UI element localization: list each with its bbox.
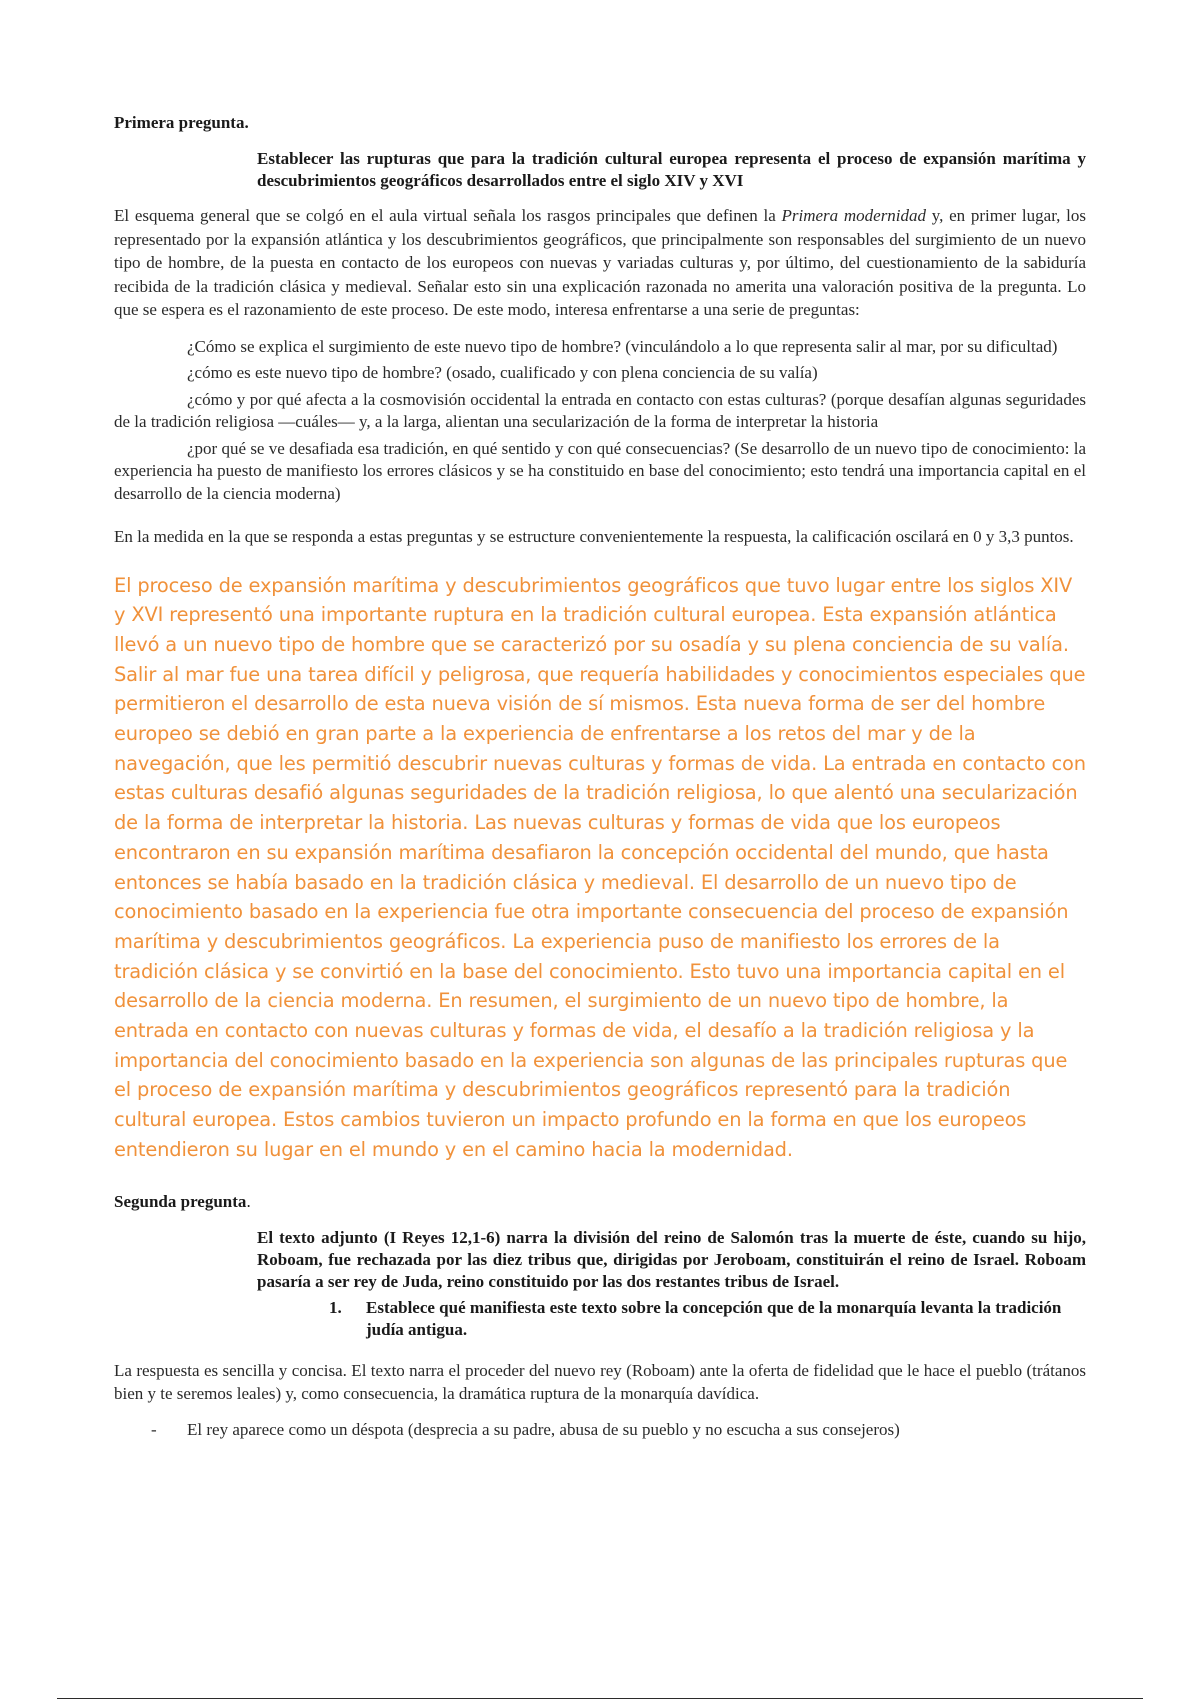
section2-heading bbox=[114, 1191, 1086, 1213]
section1-question: Establecer las rupturas que para la tradición cultural europea representa el proceso de expansión marítima y descubrimientos geográficos desarrollados entre el siglo XIV y XVI bbox=[257, 149, 1086, 190]
numbered-item-number: 1. bbox=[329, 1297, 342, 1317]
section2-question: El texto adjunto (I Reyes 12,1-6) narra la división del reino de Salomón tras la muerte de éste, cuando su hijo, Roboam, fue rechazada por las diez tribus que, dirigidas por Jeroboam, constituirán el reino de Israel. Roboam pasaría a ser rey de Juda, reino constituido por las dos restantes tribus de Israel. bbox=[257, 1227, 1086, 1291]
section2-response: La respuesta es sencilla y concisa. El texto narra el proceder del nuevo rey (Roboam) ante la oferta de fidelidad que le hace el pueblo (trátanos bien y te seremos leales) y, como consecuencia, la dramática ruptura de la monarquía davídica. bbox=[114, 1360, 1086, 1404]
guide-question-1: ¿Cómo se explica el surgimiento de este nuevo tipo de hombre? (vinculándolo a lo que representa salir al mar, por su dificultad) bbox=[187, 336, 1058, 356]
section2-heading-bold: Segunda pregunta bbox=[114, 1191, 247, 1211]
bullet-text: El rey aparece como un déspota (desprecia a su padre, abusa de su pueblo y no escucha a sus consejeros) bbox=[187, 1419, 900, 1439]
footer-rule bbox=[57, 1698, 1143, 1699]
guide-question-2: ¿cómo es este nuevo tipo de hombre? (osado, cualificado y con plena conciencia de su valía) bbox=[187, 363, 818, 382]
answer-text: El proceso de expansión marítima y descubrimientos geográficos que tuvo lugar entre los siglos XIV y XVI representó una importante ruptura en la tradición cultural europea. Esta expansión atlántica llevó a un nuevo tipo de hombre que se caracterizó por su osadía y su plena conciencia de su valía. Salir al mar fue una tarea difícil y peligrosa, que requería habilidades y conocimientos especiales que permitieron el desarrollo de esta nueva visión de sí mismos. Esta nueva forma de ser del hombre europeo se debió en gran parte a la experiencia de enfrentarse a los retos del mar y de la navegación, que les permitió descubrir nuevas culturas y formas de vida. La entrada en contacto con estas culturas desafió algunas seguridades de la tradición religiosa, lo que alentó una secularización de la forma de interpretar la historia. Las nuevas culturas y formas de vida que los europeos encontraron en su expansión marítima desafiaron la concepción occidental del mundo, que hasta entonces se había basado en la tradición clásica y medieval. El desarrollo de un nuevo tipo de conocimiento basado en la experiencia fue otra importante consecuencia del proceso de expansión marítima y descubrimientos geográficos. La experiencia puso de manifiesto los errores de la tradición clásica y se convirtió en la base del conocimiento. Esto tuvo una importancia capital en el desarrollo de la ciencia moderna. En resumen, el surgimiento de un nuevo tipo de hombre, la entrada en contacto con nuevas culturas y formas de vida, el desafío a la tradición religiosa y la importancia del conocimiento basado en la experiencia son algunas de las principales rupturas que el proceso de expansión marítima y descubrimientos geográficos representó para la tradición cultural europea. Estos cambios tuvieron un impacto profundo en la forma en que los europeos entendieron su lugar en el mundo y en el camino hacia la modernidad. bbox=[114, 573, 1086, 1161]
document-page bbox=[114, 112, 1086, 1441]
intro-text-part1: El esquema general que se colgó en el aula virtual señala los rasgos principales que definen la bbox=[114, 206, 782, 225]
guide-question-3: ¿cómo y por qué afecta a la cosmovisión occidental la entrada en contacto con estas culturas? (porque desafían algunas seguridades de la tradición religiosa —cuáles— y, a la larga, alientan una secularización de la forma de interpretar la historia bbox=[114, 389, 1086, 431]
guide-questions bbox=[114, 336, 1086, 506]
guide-question-4: ¿por qué se ve desafiada esa tradición, en qué sentido y con qué consecuencias? (Se desarrollo de un nuevo tipo de conocimiento: la experiencia ha puesto de manifiesto los errores clásicos y se ha constituido en base del conocimiento; esto tendrá una importancia capital en el desarrollo de la ciencia moderna) bbox=[114, 438, 1086, 503]
grading-note: En la medida en la que se responda a estas preguntas y se estructure convenientemente la respuesta, la calificación oscilará en 0 y 3,3 puntos. bbox=[114, 527, 1074, 546]
bullet-item bbox=[114, 1418, 1086, 1441]
section1-heading: Primera pregunta. bbox=[114, 113, 249, 132]
intro-italic-term: Primera modernidad bbox=[781, 206, 927, 225]
numbered-item-text: Establece qué manifiesta este texto sobre la concepción que de la monarquía levanta la tradición judía antigua. bbox=[366, 1297, 1062, 1339]
section1-intro bbox=[114, 204, 1086, 322]
numbered-item bbox=[114, 1297, 1086, 1341]
section2-heading-suffix: . bbox=[246, 1191, 251, 1211]
bullet-dash: - bbox=[151, 1419, 157, 1439]
intro-text-part2: y, en primer lugar, los representado por la expansión atlántica y los descubrimientos geográficos, que principalmente son responsables del surgimiento de un nuevo tipo de hombre, de la puesta en contacto de los europeos con nuevas y variadas culturas y, por último, del cuestionamiento de la sabiduría recibida de la tradición clásica y medieval. Señalar esto sin una explicación razonada no amerita una valoración positiva de la pregunta. Lo que se espera es el razonamiento de este proceso. De este modo, interesa enfrentarse a una serie de preguntas: bbox=[114, 206, 1086, 319]
